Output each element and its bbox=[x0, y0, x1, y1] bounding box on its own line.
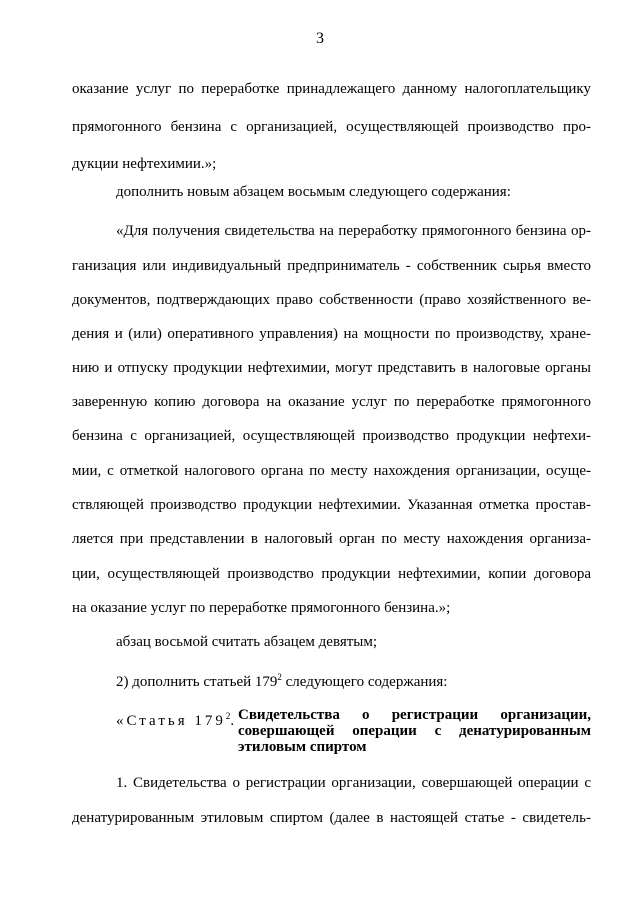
paragraph-5-text-end: следующего содержания: bbox=[281, 674, 448, 690]
paragraph-5-superscript: 2 bbox=[277, 672, 282, 682]
paragraph-5 bbox=[116, 668, 447, 691]
paragraph-3-line-8: мии, с отметкой налогового органа по месту нахождения организации, осуще- bbox=[72, 463, 591, 479]
paragraph-3-line-7: бензина с организацией, осуществляющей производство продукции нефтехи- bbox=[72, 428, 591, 444]
page-number: 3 bbox=[316, 30, 324, 47]
paragraph-5-text: 2) дополнить статьей 179 bbox=[116, 674, 278, 690]
article-title-line-3: этиловым спиртом bbox=[238, 739, 367, 755]
paragraph-2: дополнить новым абзацем восьмым следующего содержания: bbox=[116, 184, 511, 200]
paragraph-3-line-3: документов, подтверждающих право собственности (право хозяйственного ве- bbox=[72, 292, 591, 308]
paragraph-3-line-12: на оказание услуг по переработке прямогонного бензина.»; bbox=[72, 600, 451, 616]
paragraph-6-line-2: денатурированным этиловым спиртом (далее в настоящей статье - свидетель- bbox=[72, 810, 591, 826]
paragraph-1-line-3: дукции нефтехимии.»; bbox=[72, 156, 217, 172]
paragraph-3-line-11: ции, осуществляющей производство продукции нефтехимии, копии договора bbox=[72, 566, 591, 582]
article-prefix bbox=[116, 707, 237, 730]
article-prefix-text: «Статья 179 bbox=[116, 713, 226, 729]
paragraph-6-line-1: 1. Свидетельства о регистрации организации, совершающей операции с bbox=[116, 775, 591, 791]
paragraph-3-line-4: дения и (или) оперативного управления) на мощности по производству, хране- bbox=[72, 326, 591, 342]
paragraph-3-line-5: нию и отпуску продукции нефтехимии, могут представить в налоговые органы bbox=[72, 360, 591, 376]
article-title bbox=[238, 707, 591, 755]
paragraph-4: абзац восьмой считать абзацем девятым; bbox=[116, 634, 378, 650]
article-title-line-2: совершающей операции с денатурированным bbox=[238, 723, 591, 739]
paragraph-3-line-9: ствляющей производство продукции нефтехимии. Указанная отметка простав- bbox=[72, 497, 591, 513]
paragraph-3-line-10: ляется при представлении в налоговый орган по месту нахождения организа- bbox=[72, 531, 591, 547]
article-title-line-1: Свидетельства о регистрации организации, bbox=[238, 707, 591, 723]
article-prefix-superscript: 2 bbox=[225, 711, 231, 721]
paragraph-1-line-1: оказание услуг по переработке принадлежащего данному налогоплательщику bbox=[72, 81, 591, 97]
paragraph-3-line-2: ганизация или индивидуальный предприниматель - собственник сырья вместо bbox=[72, 258, 591, 274]
paragraph-3-line-1: «Для получения свидетельства на переработку прямогонного бензина ор- bbox=[116, 223, 591, 239]
paragraph-1-line-2: прямогонного бензина с организацией, осуществляющей производство про- bbox=[72, 119, 591, 135]
article-prefix-period: . bbox=[230, 713, 238, 729]
paragraph-3-line-6: заверенную копию договора на оказание услуг по переработке прямогонного bbox=[72, 394, 591, 410]
